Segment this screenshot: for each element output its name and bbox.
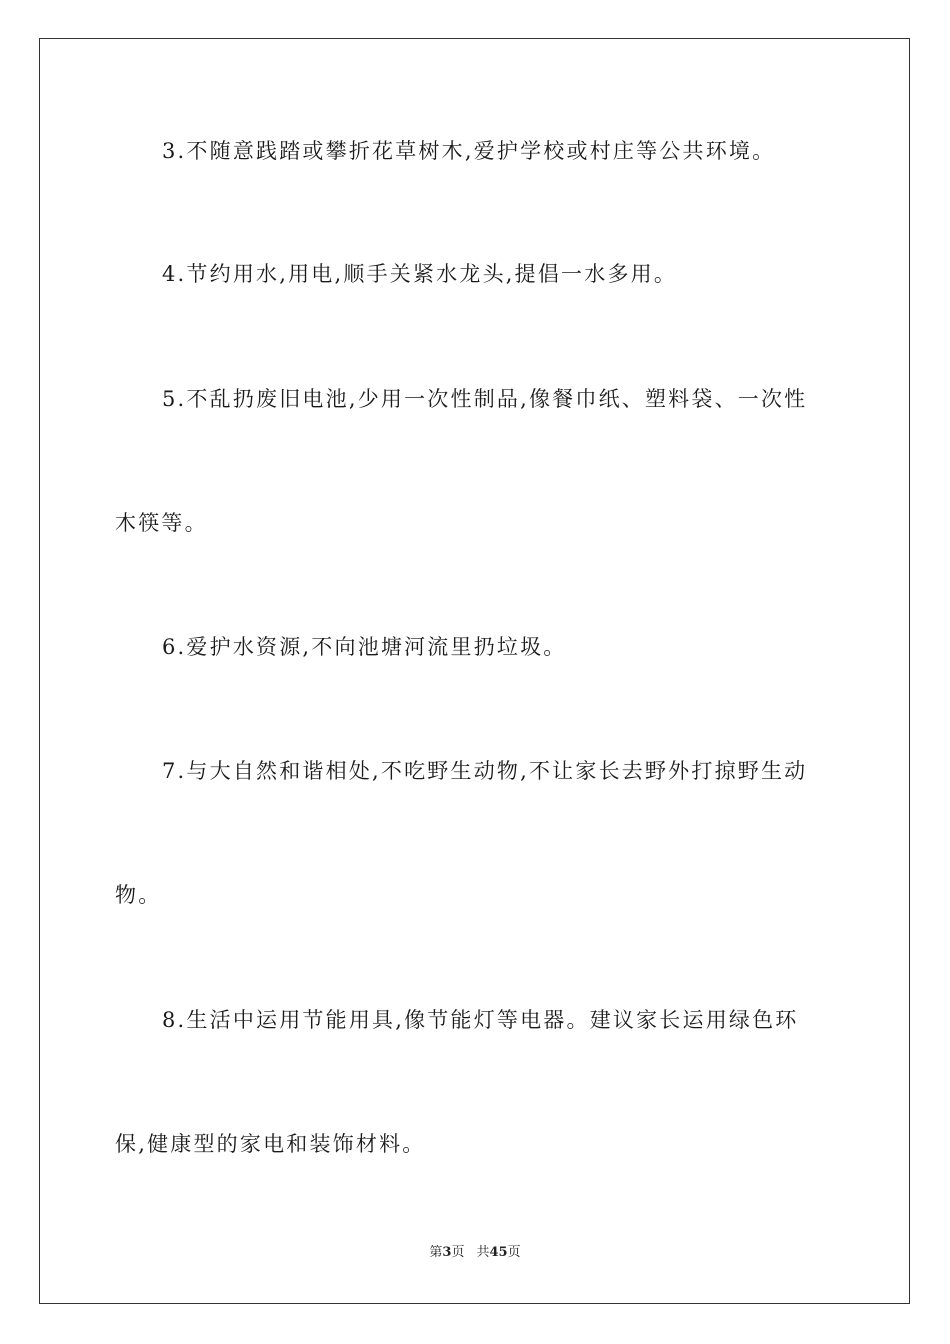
footer-total-pages: 45 bbox=[489, 1245, 508, 1260]
paragraph-line-item-8-continued: 保,健康型的家电和装饰材料。 bbox=[115, 1132, 426, 1156]
page-border bbox=[39, 38, 910, 1304]
paragraph-line-item-5: 5.不乱扔废旧电池,少用一次性制品,像餐巾纸、塑料袋、一次性 bbox=[162, 387, 808, 411]
paragraph-line-item-4: 4.节约用水,用电,顺手关紧水龙头,提倡一水多用。 bbox=[162, 262, 678, 286]
footer-total-prefix: 共 bbox=[476, 1245, 490, 1260]
footer-page-prefix: 第 bbox=[429, 1245, 443, 1260]
paragraph-line-item-5-continued: 木筷等。 bbox=[115, 511, 208, 535]
paragraph-line-item-8: 8.生活中运用节能用具,像节能灯等电器。建议家长运用绿色环 bbox=[162, 1008, 799, 1032]
footer-page-number: 3 bbox=[442, 1245, 452, 1260]
paragraph-line-item-6: 6.爱护水资源,不向池塘河流里扔垃圾。 bbox=[162, 635, 567, 659]
page-footer bbox=[0, 1244, 950, 1262]
footer-total-suffix: 页 bbox=[507, 1245, 521, 1260]
paragraph-line-item-3: 3.不随意践踏或攀折花草树木,爱护学校或村庄等公共环境。 bbox=[162, 139, 776, 163]
paragraph-line-item-7: 7.与大自然和谐相处,不吃野生动物,不让家长去野外打掠野生动 bbox=[162, 759, 808, 783]
footer-page-suffix: 页 bbox=[451, 1245, 465, 1260]
paragraph-line-item-7-continued: 物。 bbox=[115, 883, 162, 907]
